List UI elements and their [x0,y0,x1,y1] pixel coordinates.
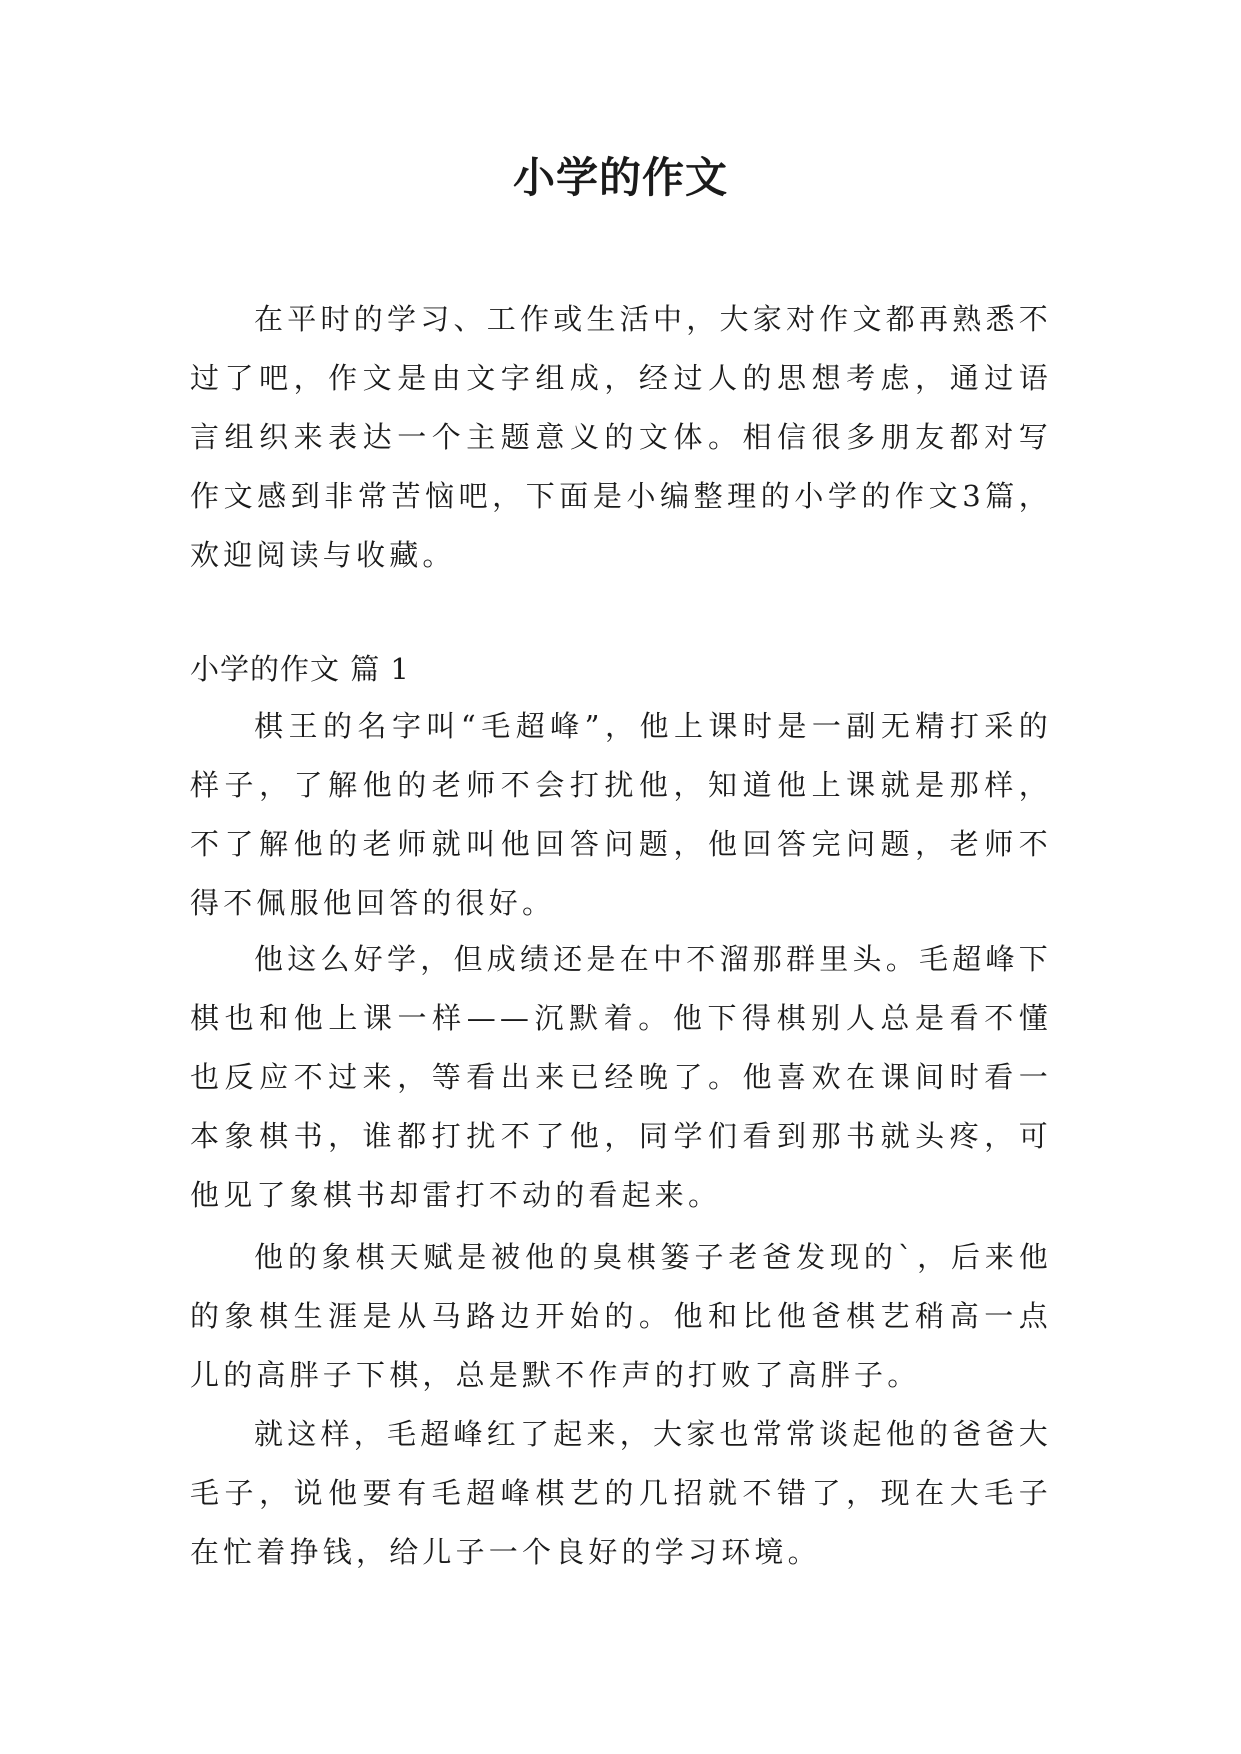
body-paragraph-3: 他的象棋天赋是被他的臭棋篓子老爸发现的`，后来他的象棋生涯是从马路边开始的。他和比他爸棋艺稍高一点儿的高胖子下棋，总是默不作声的打败了高胖子。 [190,1240,1052,1392]
document-title: 小学的作文 [512,153,728,202]
body-paragraph-2: 他这么好学，但成绩还是在中不溜那群里头。毛超峰下棋也和他上课一样——沉默着。他下得棋别人总是看不懂也反应不过来，等看出来已经晚了。他喜欢在课间时看一本象棋书，谁都打扰不了他，同学们看到那书就头疼，可他见了象棋书却雷打不动的看起来。 [190,942,1052,1212]
body-paragraph-1: 棋王的名字叫“毛超峰”，他上课时是一副无精打采的样子，了解他的老师不会打扰他，知道他上课就是那样，不了解他的老师就叫他回答问题，他回答完问题，老师不得不佩服他回答的很好。 [190,709,1052,920]
body-paragraph-4: 就这样，毛超峰红了起来，大家也常常谈起他的爸爸大毛子，说他要有毛超峰棋艺的几招就不错了，现在大毛子在忙着挣钱，给儿子一个良好的学习环境。 [190,1417,1052,1569]
intro-paragraph: 在平时的学习、工作或生活中，大家对作文都再熟悉不过了吧，作文是由文字组成，经过人的思想考虑，通过语言组织来表达一个主题意义的文体。相信很多朋友都对写作文感到非常苦恼吧，下面是小编整理的小学的作文3篇，欢迎阅读与收藏。 [190,302,1052,572]
section-heading: 小学的作文 篇 1 [190,652,410,686]
